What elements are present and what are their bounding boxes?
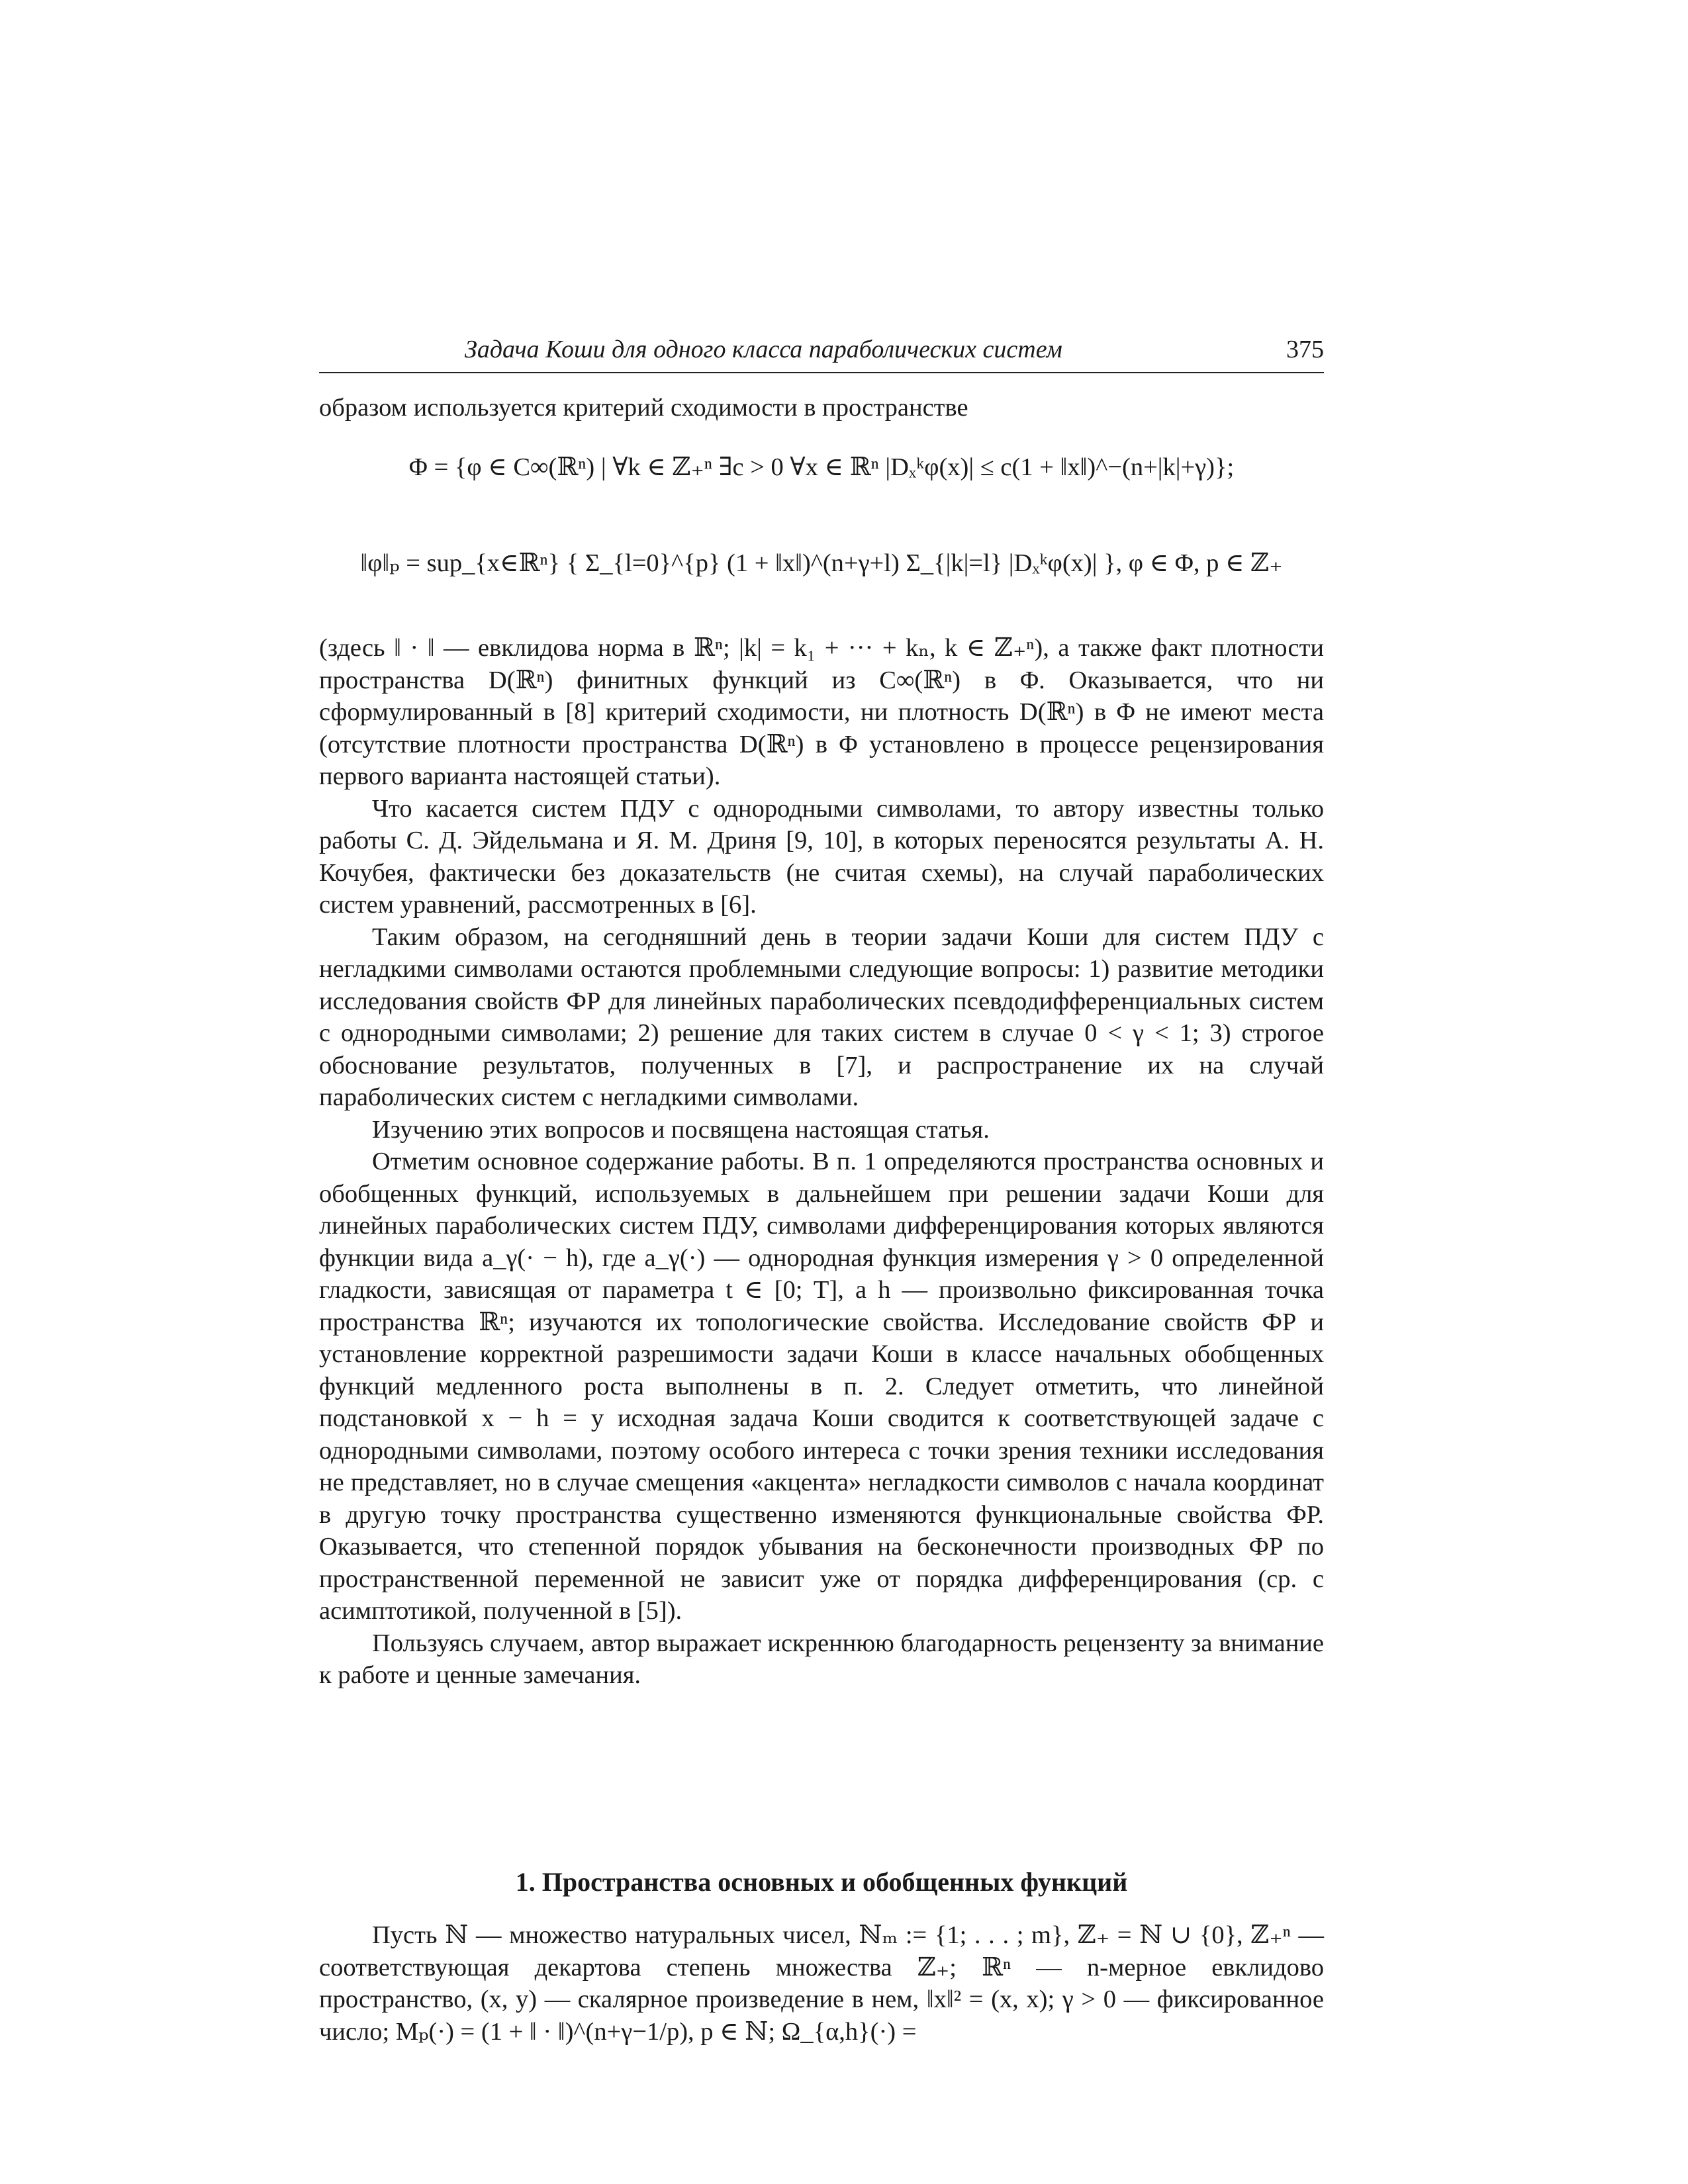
paragraph-4: Изучению этих вопросов и посвящена настоящая статья. xyxy=(372,1115,990,1144)
section-text xyxy=(319,1919,1324,2048)
formula-phi-definition: Φ = {φ ∈ C∞(ℝⁿ) | ∀k ∈ ℤ₊ⁿ ∃c > 0 ∀x ∈ ℝⁿ |Dₓᵏφ(x)| ≤ c(1 + ‖x‖)^−(n+|k|+γ)}; xyxy=(408,453,1235,481)
paragraph-5: Отметим основное содержание работы. В п. 1 определяются пространства основных и обобщенных функций, используемых в дальнейшем при решении задачи Коши для линейных параболических систем ПДУ, символами дифференцирования которых являются функции вида a_γ(· − h), где a_γ(·) — однородная функция измерения γ > 0 определенной гладкости, зависящая от параметра t ∈ [0; T], а h — произвольно фиксированная точка пространства ℝⁿ; изучаются их топологические свойства. Исследование свойств ФР и установление корректной разрешимости задачи Коши в классе начальных обобщенных функций медленного роста выполнены в п. 2. Следует отметить, что линейной подстановкой x − h = y исходная задача Коши сводится к соответствующей задаче с однородными символами, поэтому особого интереса с точки зрения техники исследования не представляет, но в случае смещения «акцента» негладкости символов с начала координат в другую точку пространства существенно изменяются функциональные свойства ФР. Оказывается, что степенной порядок убывания на бесконечности производных ФР по пространственной переменной не зависит уже от порядка дифференцирования (ср. с асимптотикой, полученной в [5]). xyxy=(319,1148,1324,1625)
paragraph-2: Что касается систем ПДУ с однородными символами, то автору известны только работы С. Д. Эйдельмана и Я. М. Дриня [9, 10], в которых переносятся результаты А. Н. Кочубея, фактически без доказательств (не считая схемы), на случай параболических систем уравнений, рассмотренных в [6]. xyxy=(319,794,1324,919)
page-number: 375 xyxy=(1286,336,1324,363)
paragraph-1: (здесь ‖ · ‖ — евклидова норма в ℝⁿ; |k| = k₁ + ··· + kₙ, k ∈ ℤ₊ⁿ), а также факт плотности пространства D(ℝⁿ) финитных функций из C∞(ℝⁿ) в Φ. Оказывается, что ни сформулированный в [8] критерий сходимости, ни плотность D(ℝⁿ) в Φ не имеют места (отсутствие плотности пространства D(ℝⁿ) в Φ установлено в процессе рецензирования первого варианта настоящей статьи). xyxy=(319,634,1324,790)
paragraph-3: Таким образом, на сегодняшний день в теории задачи Коши для систем ПДУ с негладкими символами остаются проблемными следующие вопросы: 1) развитие методики исследования свойств ФР для линейных параболических псевдодифференциальных систем с однородными символами; 2) решение для таких систем в случае 0 < γ < 1; 3) строгое обоснование результатов, полученных в [7], и распространение их на случай параболических систем с негладкими символами. xyxy=(319,923,1324,1111)
page-header xyxy=(319,332,1324,373)
section-paragraph: Пусть ℕ — множество натуральных чисел, ℕₘ := {1; . . . ; m}, ℤ₊ = ℕ ∪ {0}, ℤ₊ⁿ — соответствующая декартова степень множества ℤ₊; ℝⁿ — n-мерное евклидово пространство, (x, y) — скалярное произведение в нем, ‖x‖² = (x, x); γ > 0 — фиксированное число; Mₚ(·) = (1 + ‖ · ‖)^(n+γ−1/p), p ∈ ℕ; Ω_{α,h}(·) = xyxy=(319,1921,1324,2046)
main-text xyxy=(319,632,1324,1692)
intro-text: образом используется критерий сходимости в пространстве xyxy=(319,394,968,422)
paragraph-6: Пользуясь случаем, автор выражает искреннюю благодарность рецензенту за внимание к работе и ценные замечания. xyxy=(319,1629,1324,1689)
section-title: 1. Пространства основных и обобщенных функций xyxy=(515,1867,1128,1897)
intro-line xyxy=(319,392,1324,424)
formula-norm-definition: ‖φ‖ₚ = sup_{x∈ℝⁿ} { Σ_{l=0}^{p} (1 + ‖x‖)^(n+γ+l) Σ_{|k|=l} |Dₓᵏφ(x)| }, φ ∈ Φ, p ∈ ℤ₊ xyxy=(360,549,1283,577)
running-title: Задача Коши для одного класса параболических систем xyxy=(465,336,1062,363)
